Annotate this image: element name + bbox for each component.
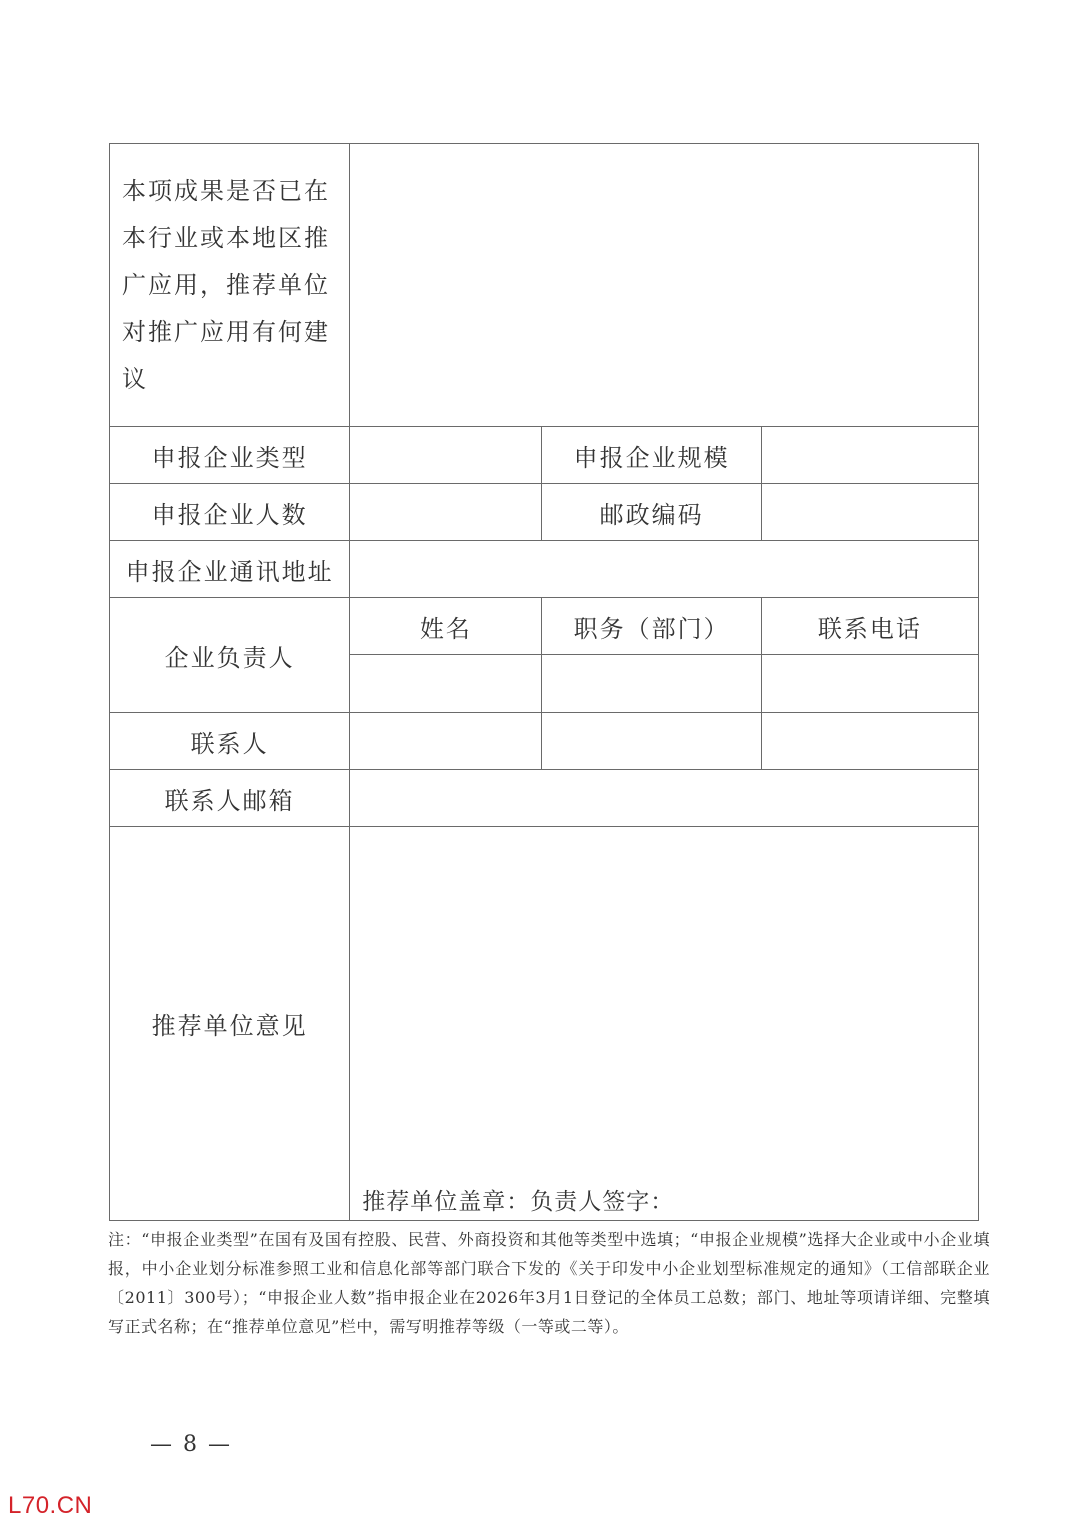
page-number: — 8 —: [150, 1432, 232, 1457]
signature-line: 推荐单位盖章：负责人签字：: [362, 1189, 675, 1215]
company-staff-row: [110, 484, 979, 541]
opinion-label: 推荐单位意见: [110, 827, 350, 1221]
leader-name-value[interactable]: [350, 655, 542, 713]
contact-email-label: 联系人邮箱: [110, 770, 350, 827]
contact-name-value[interactable]: [350, 713, 542, 770]
promotion-answer-cell[interactable]: [350, 144, 979, 427]
company-staff-value[interactable]: [350, 484, 542, 541]
company-type-row: [110, 427, 979, 484]
address-value[interactable]: [350, 541, 979, 598]
leader-header-row: [110, 598, 979, 655]
header-phone: 联系电话: [761, 598, 978, 655]
header-position: 职务（部门）: [542, 598, 761, 655]
contact-phone-value[interactable]: [761, 713, 978, 770]
leader-phone-value[interactable]: [761, 655, 978, 713]
header-name: 姓名: [350, 598, 542, 655]
watermark: L70.CN: [8, 1492, 93, 1519]
address-row: [110, 541, 979, 598]
leader-position-value[interactable]: [542, 655, 761, 713]
contact-label: 联系人: [110, 713, 350, 770]
opinion-row: [110, 827, 979, 1221]
contact-position-value[interactable]: [542, 713, 761, 770]
promotion-question-label: 本项成果是否已在本行业或本地区推广应用，推荐单位对推广应用有何建议: [110, 144, 350, 427]
promotion-row: [110, 144, 979, 427]
company-type-value[interactable]: [350, 427, 542, 484]
contact-row: [110, 713, 979, 770]
company-scale-value[interactable]: [761, 427, 978, 484]
company-scale-label: 申报企业规模: [542, 427, 761, 484]
address-label: 申报企业通讯地址: [110, 541, 350, 598]
footnote: 注：“申报企业类型”在国有及国有控股、民营、外商投资和其他等类型中选填；“申报企业规模”选择大企业或中小企业填报，中小企业划分标准参照工业和信息化部等部门联合下发的《关于印发中小企业划型标准规定的通知》（工信部联企业〔2011〕300号）；“申报企业人数”指申报企业在2026年3月1日登记的全体员工总数；部门、地址等项请详细、完整填写正式名称；在“推荐单位意见”栏中，需写明推荐等级（一等或二等）。: [108, 1230, 990, 1336]
company-type-label: 申报企业类型: [110, 427, 350, 484]
opinion-value-cell[interactable]: [350, 827, 979, 1221]
leader-label: 企业负责人: [110, 598, 350, 713]
company-staff-label: 申报企业人数: [110, 484, 350, 541]
contact-email-value[interactable]: [350, 770, 979, 827]
contact-email-row: [110, 770, 979, 827]
application-form-table: [109, 143, 979, 1221]
postal-code-label: 邮政编码: [542, 484, 761, 541]
postal-code-value[interactable]: [761, 484, 978, 541]
